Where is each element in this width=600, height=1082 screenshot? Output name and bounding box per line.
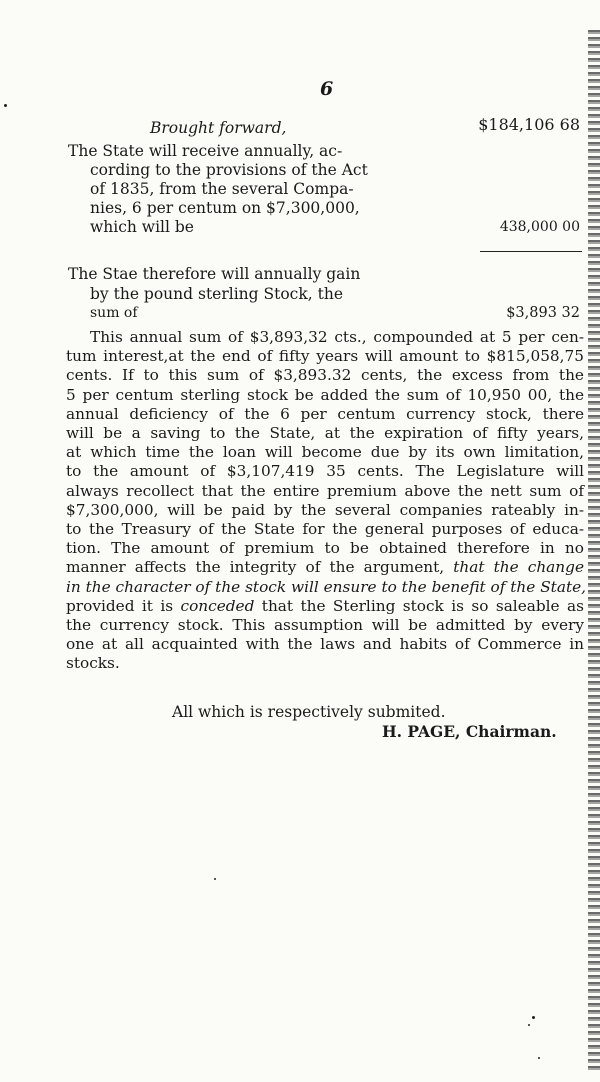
- body-line: will be a saving to the State, at the expiration of fifty years,: [66, 424, 584, 443]
- body-line-emphasis: in the character of the stock will ensure to the benefit of the State,: [66, 577, 587, 596]
- body-line-text: provided it is: [66, 596, 181, 615]
- body-line: [66, 597, 584, 616]
- body-line: $7,300,000, will be paid by the several companies rateably in-: [66, 500, 584, 519]
- emphasis-text: conceded: [180, 596, 255, 615]
- body-line: tum interest,at the end of fifty years will amount to $815,058,75: [66, 347, 584, 366]
- signature: H. PAGE, Chairman.: [382, 722, 557, 741]
- state-receipt-line: cording to the provisions of the Act: [90, 161, 368, 179]
- state-receipt-amount: 438,000 00: [499, 219, 580, 235]
- body-line: tion. The amount of premium to be obtained therefore in no: [66, 539, 584, 558]
- state-receipt-line: which will be: [90, 218, 194, 236]
- brought-forward-label: Brought forward,: [150, 119, 287, 137]
- body-line: [66, 558, 584, 577]
- scan-speck: [4, 104, 7, 107]
- emphasis-text: that the change: [453, 558, 584, 577]
- body-line: 5 per centum sterling stock be added the sum of 10,950 00, the: [66, 385, 584, 404]
- scan-speck: [528, 1024, 530, 1026]
- scan-speck: [214, 878, 216, 880]
- body-line: one at all acquainted with the laws and habits of Commerce in: [66, 635, 584, 654]
- state-receipt-line: The State will receive annually, ac-: [68, 142, 343, 160]
- brought-forward-amount: $184,106 68: [478, 115, 580, 134]
- annual-gain-line: The Stae therefore will annually gain: [68, 265, 361, 283]
- page-number: 6: [320, 78, 334, 100]
- state-receipt-line: nies, 6 per centum on $7,300,000,: [90, 199, 360, 217]
- body-line: annual deficiency of the 6 per centum currency stock, there: [66, 404, 584, 423]
- annual-gain-amount: $3,893 32: [506, 305, 580, 321]
- body-line-text: manner affects the integrity of the argument,: [66, 558, 445, 577]
- body-line: cents. If to this sum of $3,893.32 cents, the excess from the: [66, 366, 584, 385]
- body-line: stocks.: [66, 654, 120, 673]
- body-line: This annual sum of $3,893,32 cts., compounded at 5 per cen-: [90, 328, 584, 346]
- body-line: always recollect that the entire premium above the nett sum of: [66, 481, 584, 500]
- page-binding-edge: [588, 30, 600, 1070]
- state-receipt-line: of 1835, from the several Compa-: [90, 180, 354, 198]
- body-paragraph: [66, 328, 587, 674]
- annual-gain-line: sum of: [90, 305, 138, 321]
- scan-speck: [538, 1057, 540, 1059]
- body-line: the currency stock. This assumption will be admitted by every: [66, 616, 584, 635]
- scan-speck: [532, 1016, 535, 1019]
- body-line: to the Treasury of the State for the general purposes of educa-: [66, 520, 584, 539]
- body-line-text: that the Sterling stock is so saleable as: [254, 596, 584, 615]
- sum-rule: [480, 251, 582, 252]
- body-line: to the amount of $3,107,419 35 cents. The Legislature will: [66, 462, 584, 481]
- annual-gain-line: by the pound sterling Stock, the: [90, 285, 343, 303]
- body-line: at which time the loan will become due by its own limitation,: [66, 443, 584, 462]
- submission-statement: All which is respectively submited.: [172, 703, 446, 721]
